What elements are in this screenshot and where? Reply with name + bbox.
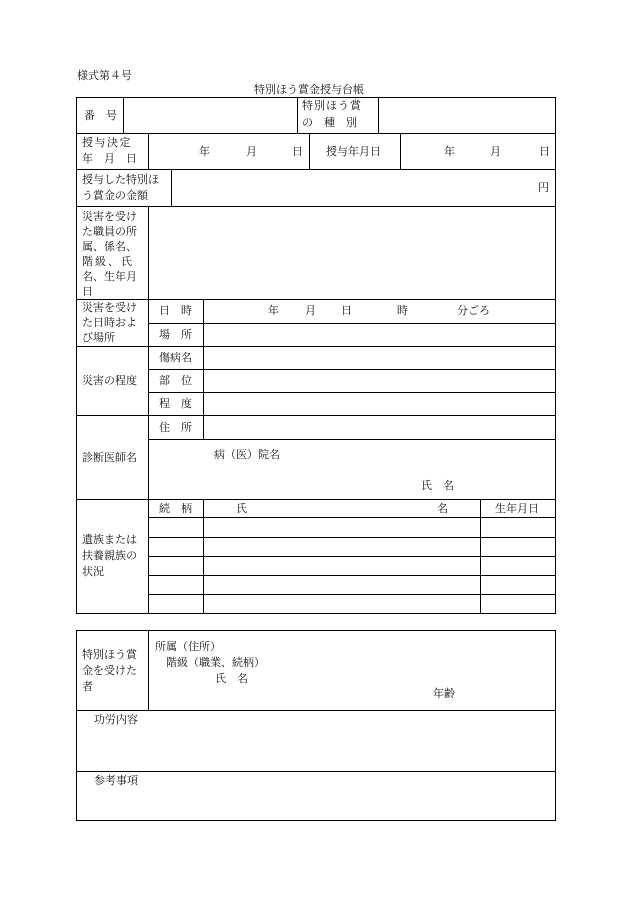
employee-label-5: 名、生年月: [82, 270, 137, 283]
yen-unit: 円: [538, 181, 549, 194]
decision-date-label-2: 年 月 日: [82, 152, 137, 165]
datetime-label: 日 時: [159, 304, 192, 317]
amount-label-1: 授与した特別ほ: [82, 173, 159, 186]
decision-month: 月: [246, 145, 257, 158]
rank-label: 階級（職業、続柄）: [166, 656, 265, 669]
doctor-label: 診断医師名: [82, 451, 137, 464]
employee-label-6: 日: [82, 285, 93, 298]
affiliation-label: 所属（住所）: [155, 640, 221, 653]
employee-label-4: 階級、氏: [82, 255, 134, 268]
damage-degree-label: 災害の程度: [82, 374, 137, 387]
family-label-3: 状況: [82, 565, 104, 578]
family-label-1: 遺族または: [82, 533, 137, 546]
employee-label-1: 災害を受け: [82, 210, 137, 223]
given-name-header: 名: [437, 502, 448, 515]
award-date-label: 授与年月日: [326, 145, 381, 158]
recipient-name-label: 氏 名: [215, 672, 248, 685]
datetime-place-label-3: び場所: [82, 331, 115, 344]
surname-header: 氏: [236, 502, 247, 515]
datetime-place-label-1: 災害を受け: [82, 301, 137, 314]
form-title: 特別ほう賞金授与台帳: [254, 83, 364, 96]
merit-label: 功労内容: [94, 713, 138, 726]
award-type-label-2: の 種 別: [302, 116, 357, 129]
birthdate-header: 生年月日: [495, 502, 539, 515]
place-label: 場 所: [159, 328, 192, 341]
age-label: 年齢: [433, 687, 455, 700]
recipient-label-1: 特別ほう賞: [82, 648, 137, 661]
award-type-label-1: 特別ほう賞: [302, 99, 362, 112]
datetime-place-label-2: た日時およ: [82, 316, 137, 329]
decision-year: 年: [199, 145, 210, 158]
body-part-label: 部 位: [159, 374, 192, 387]
number-label: 番 号: [84, 109, 117, 122]
reference-label: 参考事項: [94, 774, 138, 787]
incident-year: 年: [268, 304, 279, 317]
address-label: 住 所: [159, 421, 192, 434]
award-month: 月: [490, 145, 501, 158]
employee-label-2: た職員の所: [82, 225, 137, 238]
amount-label-2: う賞金の金額: [82, 189, 148, 202]
degree-label: 程 度: [159, 397, 192, 410]
employee-label-3: 属、係名、: [82, 240, 137, 253]
incident-hour: 時: [397, 304, 408, 317]
recipient-label-2: 金を受けた: [82, 664, 137, 677]
relation-header: 続 柄: [159, 502, 192, 515]
award-day: 日: [539, 145, 550, 158]
decision-day: 日: [292, 145, 303, 158]
injury-name-label: 傷病名: [159, 351, 192, 364]
doctor-name-label: 氏 名: [421, 479, 454, 492]
award-year: 年: [444, 145, 455, 158]
incident-minute: 分ごろ: [457, 304, 490, 317]
form-number: 様式第４号: [77, 69, 132, 82]
incident-month: 月: [305, 304, 316, 317]
decision-date-label-1: 授与決定: [82, 136, 132, 149]
family-label-2: 扶養親族の: [82, 549, 137, 562]
incident-day: 日: [341, 304, 352, 317]
recipient-label-3: 者: [82, 680, 93, 693]
hospital-label: 病（医）院名: [214, 448, 280, 461]
